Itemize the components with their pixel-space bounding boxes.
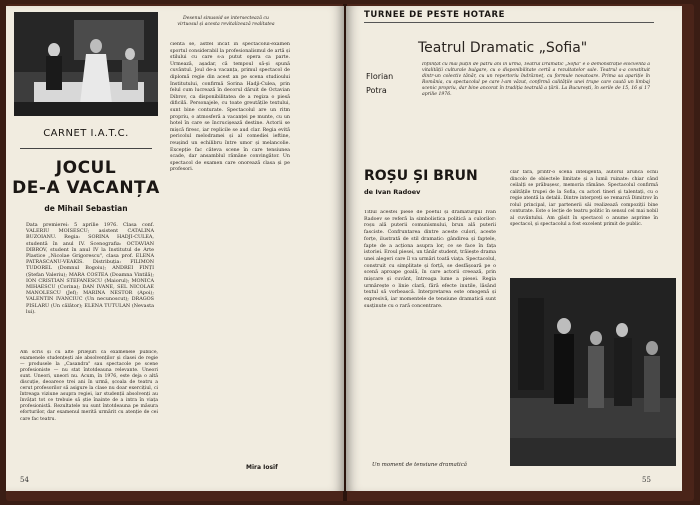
play-review-col-right: clar fără, printr-o scenă inteligentă, autorul arunca ochii dincolo de obiectele limitate și a lumii ruinate: chiar când ceilalți se prăbușesc, memoria rămâne. Spectacolul confirmă calitățile trupei de la Sofia, cu actori tineri și talentați, cu o regie atentă la detalii. Dintre interpreți se remarcă Dimitrov în rolul principal, iar partenerii săi realizează compoziții bine conturate. Este o lecție de teatru politic în sensul cel mai nobil al cuvântului. Am găsit în spectacol o anume asprime în spectacol, și spectacolul a fost excelent primit de public.: [510, 170, 658, 227]
play-review-body: Titlul acestei piese de poetul și dramaturgul Ivan Radoev se referă la simbolistica politică a culorilor: roșu ală puterii comunismului, brun ală puterii fasciste. Confruntarea dintre aceste culori, aceste forțe, ilustrată de stil dramatic: gândirea și faptele, fapte de a acționa asupra lor, ce se face în fața istoriei. Eroul piesei, un tânăr student, trăiește drama unei alegeri care îl va urmări toată viața. Spectacolul, construit cu simplitate și forță, se desfășoară pe o scenă aproape goală, în care actorii creează, prin mișcare și cuvânt, întreaga lume a piesei. Regia urmărește o linie clară, fără efecte inutile, lăsând textul să vorbească. Interpretarea este omogenă și expresivă, iar momentele de tensiune dramatică sunt susținute cu o rară concentrare.: [364, 210, 496, 309]
right-page: [346, 6, 682, 491]
byline-first: Florian: [366, 72, 394, 81]
page-number-right: 55: [642, 476, 651, 484]
left-page: [6, 6, 344, 491]
article-title-line1: JOCUL: [55, 158, 117, 178]
play-title: ROȘU ȘI BRUN: [364, 168, 478, 184]
play-author: de Ivan Radoev: [364, 188, 421, 196]
article-author: de Mihail Sebastian: [44, 204, 128, 213]
author-signature: Mira Iosif: [246, 464, 278, 471]
theatre-intro: Înființat cu mai puțin de patru ani în urmă, Teatrul Dramatic „Sofia" e o demonstrație elocventă a vitalității culturale bulgare, cu o disponibilitate certă a rezultatelor sale. Teatrul s-a constituit dintr-un colectiv tânăr, cu un repertoriu îndrăzneț, cu formule novatoare. Prima sa apariție în România, cu spectacolul pe care l-am văzut, confirmă calitățile unei trupe care caută un limbaj scenic propriu, dar bine ancorat în tradiția teatrală a țării. La București, în serile de 15, 16 și 17 aprilie 1976.: [422, 62, 650, 97]
divider-rule: [20, 148, 152, 149]
carnet-label: CARNET I.A.T.C.: [43, 128, 129, 139]
photo-caption-left: Desenul sinusoid se intersectează cu virtuosul și acesta revitalizează realitatea: [177, 16, 275, 27]
production-credits: Data premierei: 5 aprilie 1976. Clasa conf. VALERIU MOISESCU; asistent CATALINA BUZOIANU. Regia: SORINA HADJI-CULEA, studentă în anul IV. Scenografia: OCTAVIAN DIBROV, student în anul IV la Institutul de Arte Plastice „Nicolae Grigorescu", clasa prof. ELENA PATRASCANU-VEAKIS. Distribuția: FILIMON TUDOREL (Domnul Bogoiu); ANDREI FINȚI (Ștefan Valeriu); MARA COSTEA (Doamna Vintilă); ION CRISTIAN STEFANESCU (Maiorul); MONICA MIHAESCU (Corina); DAN IVANE, SEL NICOLAE MANOLESCU (Jef); MARINA NESTOR (Apoi); VALENTIN IVANCIUC (Un necunoscut); DRAGOS PISLARU (Un călător); ELENA TUTULAN (Nevasta lui).: [26, 222, 154, 315]
running-head: TURNEE DE PESTE HOTARE: [364, 10, 506, 20]
theatre-title: Teatrul Dramatic „Sofia": [418, 40, 588, 56]
photo-caption-right: Un moment de tensiune dramatică: [372, 462, 467, 468]
review-body-left: Am scris și cu alte prilejuri că examenele publice, examenele studențești ale absolvenților și clasei de regie — produsele la „Casandra" sau spectacole pe scene profesioniste — nu stat întotdeauna relevante. Uneori sunt. Uneori, uneori nu. Acum, în 1976, este deja o altă discuție, deoarece trei ani în urmă, școala de teatru a cerut profesorilor să asigure la clase nu doar exercițiul, ci întreaga viziune asupra regiei, iar studenții absolvenți au învățat tot ce trebuie să știe înainte de a intra în viața profesionistă. Rezultatele nu sunt întotdeauna pe măsura eforturilor, dar examenul merită urmărit cu atenție de cei care fac teatru.: [20, 350, 158, 422]
article-title-line2: DE-A VACANȚA: [12, 178, 160, 198]
byline-last: Potra: [366, 86, 387, 95]
page-number-left: 54: [20, 476, 29, 484]
review-body-mid: cienta se, astfel încât în spectacolul-examen sportul considerabil la profesionalismul de artă și stilului cu care s-a putut opera ca parte. Urmează, așadar, că tempoul să-și spună cuvântul. Joul de-a vacanța, primul spectacol de diplomă regie din acest an pe scena studioului Institutului, confirmă Sorina Hadji-Culea, prin felul cum lucrează în decorul dăruit de Octavian Dibrov, ca disponibilitatea de a regiza o piesă dificilă. Personajele, cu toate greutățile textului, sunt bine conturate. Spectacolul are un ritm propriu, o atmosferă a vacanței pe munte, cu un hotel în care se încrucișează destine. Actorii se mișcă firesc, iar replicile se aud clar. Regia evită pericolul melodramei și al comediei ieftine, reușind un echilibru între umor și melancolie. Excepție fac câteva scene în care tensiunea scade, dar ansamblul rămâne convingător. Un spectacol de examen care onorează clasa și pe profesori.: [170, 42, 290, 173]
head-rule: [364, 22, 654, 23]
stage-photo-right: [510, 278, 676, 466]
stage-photo-left: [14, 12, 158, 116]
